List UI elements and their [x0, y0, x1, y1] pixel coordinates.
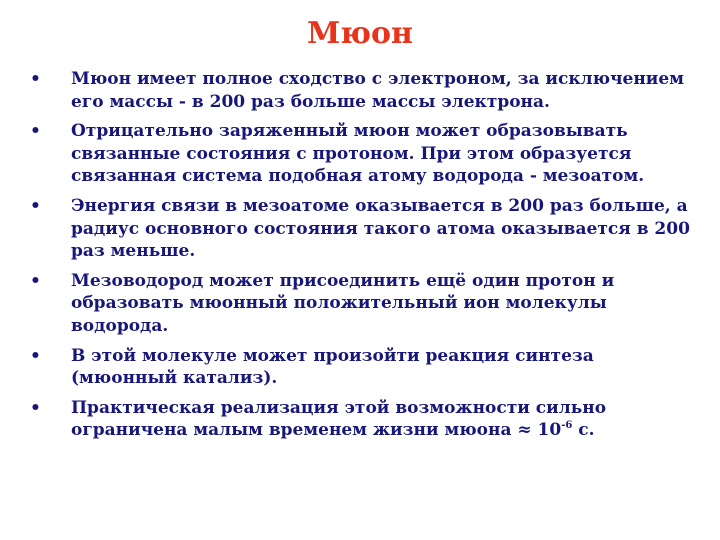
bullet-text-before: Практическая реализация этой возможности сильно ограничена малым временем жизни мюона ≈ 10 [71, 397, 607, 441]
bullet-item [30, 68, 694, 113]
bullet-dot-icon: • [30, 397, 41, 418]
bullet-text-after: с. [572, 420, 595, 441]
bullet-item [30, 195, 694, 263]
bullet-dot-icon: • [30, 121, 41, 142]
bullet-list [30, 68, 694, 449]
bullet-text: Энергия связи в мезоатоме оказывается в 200 раз больше, а радиус основного состояния такого атома оказывается в 200 раз меньше. [71, 195, 690, 262]
bullet-text [71, 398, 606, 441]
bullet-item [30, 345, 694, 390]
bullet-dot-icon: • [30, 270, 41, 291]
bullet-text: Мюон имеет полное сходство с электроном, за исключением его массы - в 200 раз больше массы электрона. [71, 69, 684, 112]
bullet-item [30, 270, 694, 338]
bullet-dot-icon: • [30, 345, 41, 366]
bullet-dot-icon: • [30, 195, 41, 216]
bullet-item [30, 120, 694, 188]
bullet-text: В этой молекуле может произойти реакция синтеза (мюонный катализ). [71, 345, 594, 389]
bullet-text: Отрицательно заряженный мюон может образовывать связанные состояния с протоном. При этом образуется связанная система подобная атому водорода - мезоатом. [71, 121, 645, 187]
slide-title: Мюон [307, 16, 413, 51]
bullet-dot-icon: • [30, 69, 41, 89]
exponent: -6 [561, 420, 573, 432]
bullet-text: Мезоводород может присоединить ещё один протон и образовать мюонный положительный ион молекулы водорода. [71, 270, 615, 336]
bullet-item [30, 397, 694, 442]
